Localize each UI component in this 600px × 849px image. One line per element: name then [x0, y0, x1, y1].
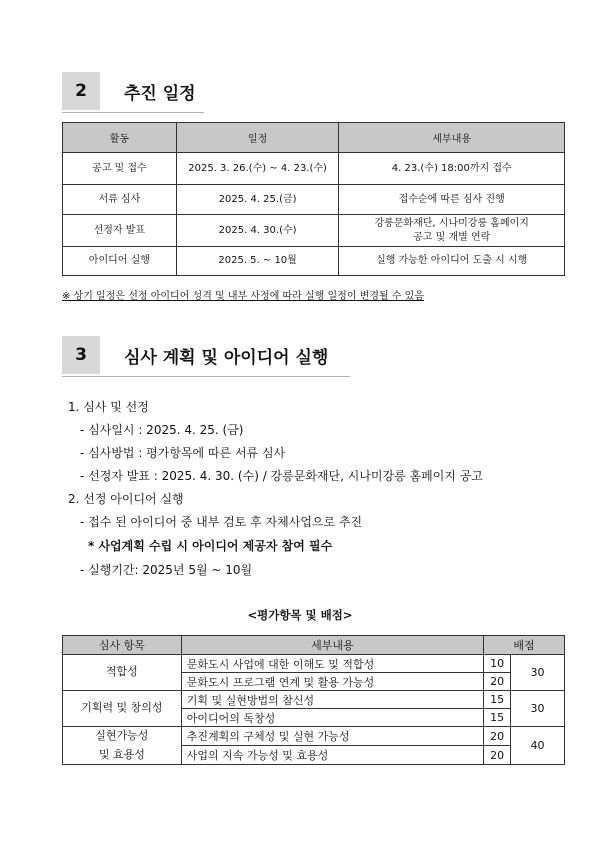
- detail-cell: 아이디어의 독창성: [181, 709, 483, 727]
- score-cell: 20: [484, 673, 511, 691]
- total-score-cell: 40: [511, 727, 565, 765]
- section-underline: [62, 112, 204, 113]
- detail-line: 강릉문화재단, 시나미강릉 홈페이지: [374, 218, 529, 229]
- score-cell: 15: [484, 691, 511, 709]
- table-row: [63, 185, 565, 215]
- activity-cell: 서류 심사: [63, 185, 177, 215]
- detail-cell: 문화도시 프로그램 연계 및 활용 가능성: [181, 673, 483, 691]
- column-header: 일정: [176, 123, 339, 153]
- detail-cell: 문화도시 사업에 대한 이해도 및 적합성: [181, 655, 483, 673]
- score-cell: 20: [484, 727, 511, 746]
- section-title: 추진 일정: [124, 83, 196, 104]
- table-header-row: [63, 123, 565, 153]
- column-header: 심사 항목: [63, 636, 182, 655]
- evaluation-table: [62, 635, 565, 765]
- activity-cell: 아이디어 실행: [63, 247, 177, 276]
- evaluation-caption: <평가항목 및 배점>: [247, 608, 353, 622]
- plan-subitem: - 심사일시 : 2025. 4. 25. (금): [80, 423, 244, 437]
- total-score-cell: 30: [511, 691, 565, 727]
- column-header: 배점: [484, 636, 565, 655]
- activity-cell: 선정자 발표: [63, 215, 177, 247]
- table-row: [63, 691, 565, 709]
- table-row: [63, 153, 565, 185]
- column-header: 세부내용: [339, 123, 565, 153]
- table-row: [63, 247, 565, 276]
- category-cell: 적합성: [63, 655, 182, 691]
- date-cell: 2025. 4. 25.(금): [176, 185, 339, 215]
- plan-emphasis: * 사업계획 수립 시 아이디어 제공자 참여 필수: [88, 539, 333, 553]
- detail-cell: 4. 23.(수) 18:00까지 접수: [339, 153, 565, 185]
- activity-cell: 공고 및 접수: [63, 153, 177, 185]
- section-title: 심사 계획 및 아이디어 실행: [124, 347, 329, 368]
- column-header: 세부내용: [181, 636, 483, 655]
- plan-subitem: - 선정자 발표 : 2025. 4. 30. (수) / 강릉문화재단, 시나미강릉 홈페이지 공고: [80, 469, 483, 483]
- plan-item: 1. 심사 및 선정: [68, 400, 149, 414]
- score-cell: 20: [484, 746, 511, 765]
- date-cell: 2025. 4. 30.(수): [176, 215, 339, 247]
- table-header-row: [63, 636, 565, 655]
- total-score-cell: 30: [511, 655, 565, 691]
- schedule-note: ※ 상기 일정은 선정 아이디어 성격 및 내부 사정에 따라 실행 일정이 변경될 수 있음: [62, 291, 425, 302]
- detail-cell: 사업의 지속 가능성 및 효용성: [181, 746, 483, 765]
- section-number: 3: [62, 336, 100, 374]
- plan-subitem: - 실행기간: 2025년 5월 ~ 10월: [80, 563, 253, 577]
- plan-subitem: - 심사방법 : 평가항목에 따른 서류 심사: [80, 446, 286, 460]
- plan-item: 2. 선정 아이디어 실행: [68, 492, 184, 506]
- category-cell: 기획력 및 창의성: [63, 691, 182, 727]
- schedule-table: [62, 122, 565, 276]
- category-line: 및 효용성: [98, 747, 145, 761]
- date-cell: 2025. 3. 26.(수) ~ 4. 23.(수): [176, 153, 339, 185]
- category-cell: [63, 727, 182, 765]
- section-underline: [62, 376, 350, 377]
- section-number: 2: [62, 72, 100, 110]
- detail-line: 공고 및 개별 연락: [413, 231, 491, 243]
- score-cell: 10: [484, 655, 511, 673]
- table-row: [63, 727, 565, 746]
- table-row: [63, 215, 565, 247]
- detail-cell: 실행 가능한 아이디어 도출 시 시행: [339, 247, 565, 276]
- table-row: [63, 655, 565, 673]
- detail-cell: 접수순에 따른 심사 진행: [339, 185, 565, 215]
- plan-subitem: - 접수 된 아이디어 중 내부 검토 후 자체사업으로 추진: [80, 515, 363, 529]
- category-line: 실현가능성: [95, 729, 149, 742]
- detail-cell: 기획 및 실현방법의 참신성: [181, 691, 483, 709]
- score-cell: 15: [484, 709, 511, 727]
- detail-cell: [339, 215, 565, 247]
- date-cell: 2025. 5. ~ 10월: [176, 247, 339, 276]
- column-header: 활동: [63, 123, 177, 153]
- detail-cell: 추진계획의 구체성 및 실현 가능성: [181, 727, 483, 746]
